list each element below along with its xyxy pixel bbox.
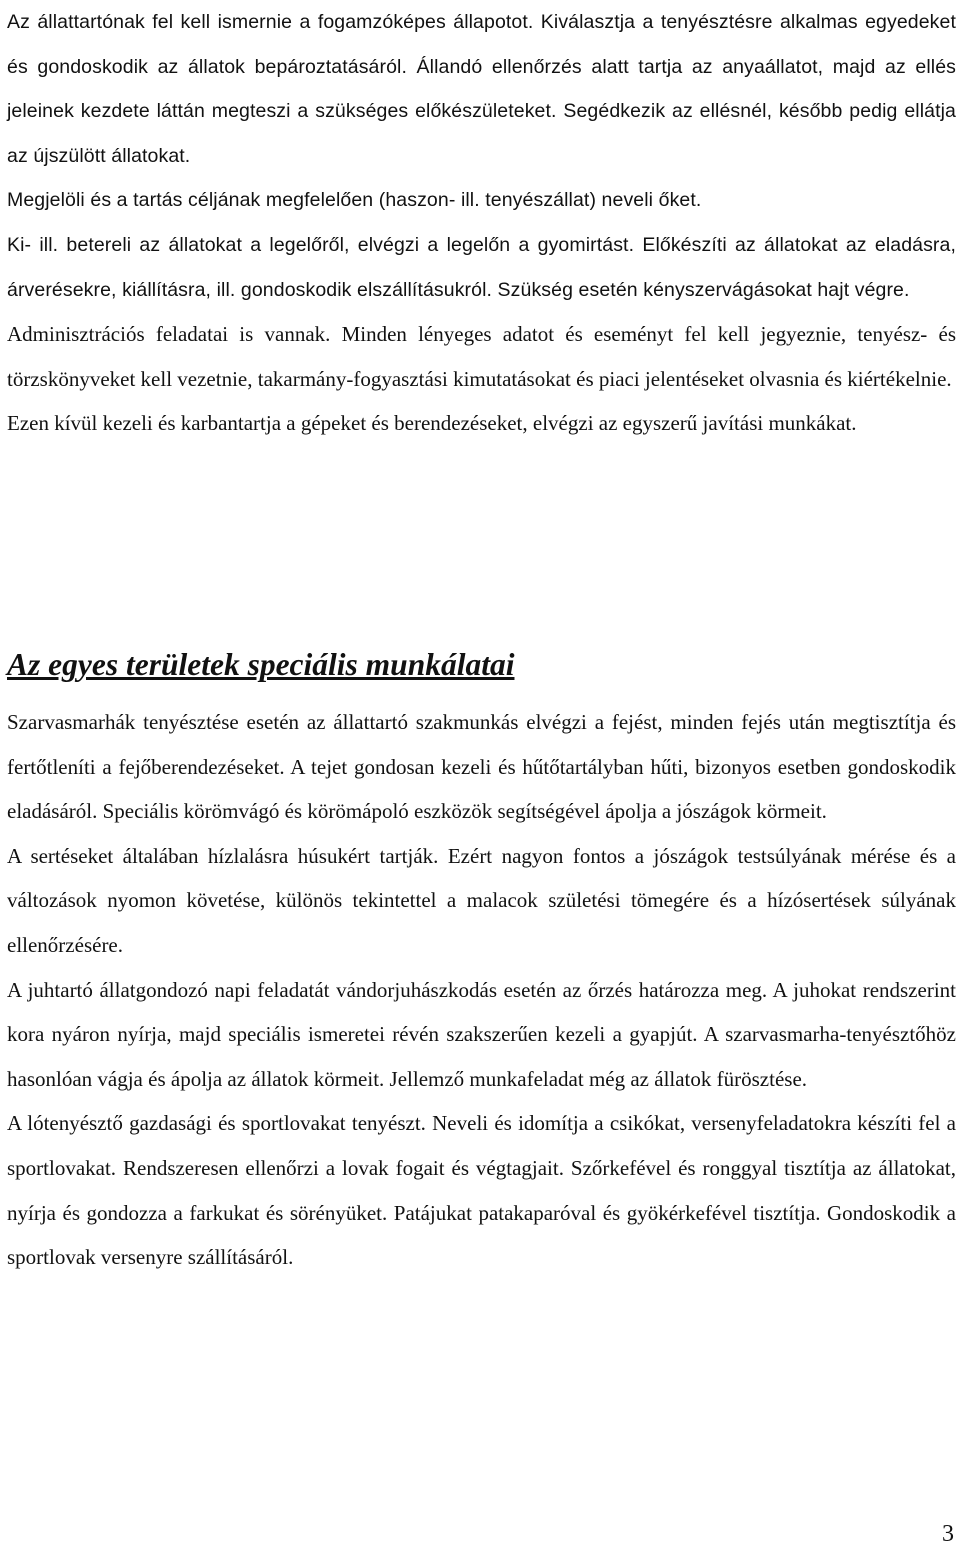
intro-paragraph-1: Az állattartónak fel kell ismernie a fogamzóképes állapotot. Kiválasztja a tenyésztésre alkalmas egyedeket és gondoskodik az állatok bepároztatásáról. Állandó ellenőrzés alatt tartja az anyaállatot, majd az ellés jeleinek kezdete láttán megteszi a szükséges előkészületeket. Segédkezik az ellésnél, később pedig ellátja az újszülött állatokat. xyxy=(7,11,956,167)
section-body xyxy=(7,700,956,1280)
section-heading: Az egyes területek speciális munkálatai xyxy=(7,647,515,682)
intro-paragraph-2: Megjelöli és a tartás céljának megfelelően (haszon- ill. tenyészállat) neveli őket. xyxy=(7,189,702,212)
admin-paragraph-1: Adminisztrációs feladatai is vannak. Minden lényeges adatot és eseményt fel kell jegyeznie, tenyész- és törzskönyveket kell vezetnie, takarmány-fogyasztási kimutatásokat és piaci jelentéseket olvasnia és kiértékelnie. xyxy=(7,322,956,391)
section-paragraph-sheep: A juhtartó állatgondozó napi feladatát vándorjuhászkodás esetén az őrzés határozza meg. A juhokat rendszerint kora nyáron nyírja, majd speciális ismeretei révén szakszerűen kezeli a gyapjút. A szarvasmarha-tenyésztőhöz hasonlóan vágja és ápolja az állatok körmeit. Jellemző munkafeladat még az állatok fürösztése. xyxy=(7,977,956,1091)
intro-paragraph-3: Ki- ill. betereli az állatokat a legelőről, elvégzi a legelőn a gyomirtást. Előkészíti az állatokat az eladásra, árverésekre, kiállításra, ill. gondoskodik elszállításukról. Szükség esetén kényszervágásokat hajt végre. xyxy=(7,233,956,301)
admin-paragraph-2: Ezen kívül kezeli és karbantartja a gépeket és berendezéseket, elvégzi az egyszerű javítási munkákat. xyxy=(7,411,857,436)
section-paragraph-cattle: Szarvasmarhák tenyésztése esetén az állattartó szakmunkás elvégzi a fejést, minden fejés után megtisztítja és fertőtleníti a fejőberendezéseket. A tejet gondosan kezeli és hűtőtartályban hűti, bizonyos esetben gondoskodik eladásáról. Speciális körömvágó és körömápoló eszközök segítségével ápolja a jószágok körmeit. xyxy=(7,710,956,824)
section-paragraph-horses: A lótenyésztő gazdasági és sportlovakat tenyészt. Neveli és idomítja a csikókat, versenyfeladatokra készíti fel a sportlovakat. Rendszeresen ellenőrzi a lovak fogait és végtagjait. Szőrkefével és ronggyal tisztítja az állatokat, nyírja és gondozza a farkukat és sörényüket. Patájukat patakaparóval és gyökérkefével tisztítja. Gondoskodik a sportlovak versenyre szállításáról. xyxy=(7,1111,956,1270)
section-paragraph-pigs: A sertéseket általában hízlalásra húsukért tartják. Ezért nagyon fontos a jószágok testsúlyának mérése és a változások nyomon követése, különös tekintettel a malacok születési tömegére és a hízósertések súlyának ellenőrzésére. xyxy=(7,843,956,957)
page-content xyxy=(7,0,956,1270)
page-number: 3 xyxy=(942,1521,954,1547)
